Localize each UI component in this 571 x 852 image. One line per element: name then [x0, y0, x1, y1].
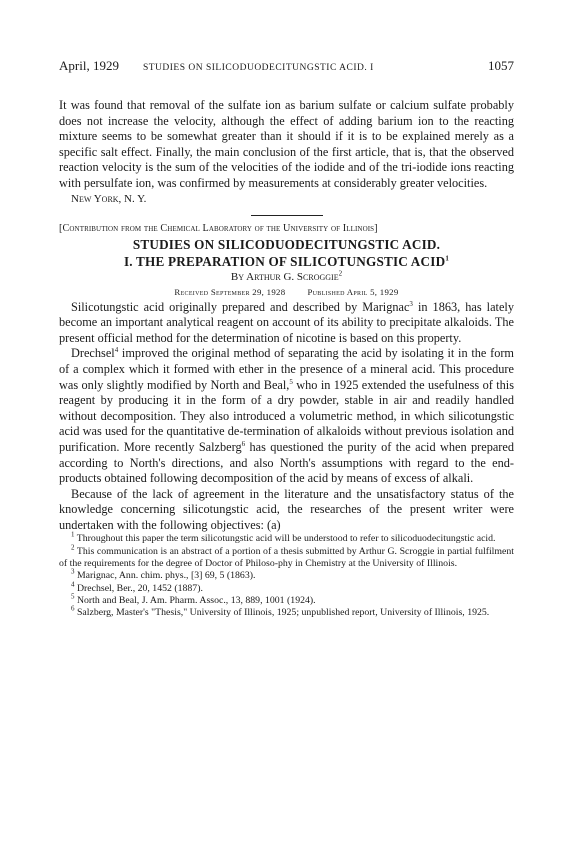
- footnote-ref: 3: [409, 299, 413, 308]
- text-run: who in 1925 extended the usefulness of this reagent by producing it in the form of a dry powder, stable in air and readily handled without decomposition. They also introduced a volumetric method, in which silicotungstic acid was used for the quantitative de-termination of alkaloids without previous isolation and purification. More recently Salzberg: [59, 377, 514, 454]
- footnote-ref: 1: [445, 254, 450, 263]
- body-paragraph-2: [59, 346, 514, 486]
- footnote-5: [59, 592, 514, 607]
- article-title-line2-text: I. THE PREPARATION OF SILICOTUNGSTIC ACID: [123, 253, 446, 269]
- footnote-number: 4: [71, 580, 75, 589]
- footnote-number: 5: [71, 592, 75, 601]
- author-byline: [59, 270, 514, 285]
- footnote-4: [59, 580, 514, 595]
- text-run: in 1863, has lately become an important analytical reagent on account of its ability to precipitate alkaloids. The present official method for the determination of nicotine is based on this property.: [59, 299, 514, 345]
- footnote-text: Marignac, Ann. chim. phys., [3] 69, 5 (1863).: [74, 570, 256, 582]
- received-date: Received September 29, 1928: [174, 286, 286, 297]
- text-run: improved the original method of separating the acid by isolating it in the form of a complex which it formed with ether in the presence of a mineral acid. This procedure was only slightly modified by North and Beal,: [59, 346, 514, 392]
- text-run: has questioned the purity of the acid when prepared according to North's directions, and also North's assumptions with regard to the end-products obtained following decomposition of the acid by means of excess of alkali.: [59, 439, 515, 486]
- article-dates: [59, 285, 514, 299]
- contribution-line: [Contribution from the Chemical Laboratory of the University of Illinois]: [59, 222, 378, 234]
- footnote-number: 6: [71, 604, 75, 613]
- published-date: Published April 5, 1929: [307, 286, 399, 297]
- running-title: STUDIES ON SILICODUODECITUNGSTIC ACID. I: [142, 63, 374, 73]
- footnote-ref: 5: [289, 377, 293, 386]
- footnote-number: 3: [71, 568, 75, 577]
- footnote-number: 2: [71, 543, 75, 552]
- page-number: 1057: [488, 58, 514, 73]
- footnote-3: [59, 570, 514, 582]
- journal-page: [59, 58, 514, 620]
- footnote-text: Drechsel, Ber., 20, 1452 (1887).: [74, 582, 203, 594]
- text-run: Silicotungstic acid originally prepared and described by Marignac: [71, 299, 410, 314]
- footnote-6: [59, 604, 514, 619]
- body-paragraph-3: Because of the lack of agreement in the literature and the unsatisfactory status of the knowledge concerning silicotungstic acid, the researches of the present writer were undertaken with the following objectives: (a): [59, 486, 514, 532]
- issue-date: April, 1929: [59, 58, 119, 73]
- footnote-text: Salzberg, Master's "Thesis," University of Illinois, 1925; unpublished report, University of Illinois, 1925.: [74, 607, 490, 619]
- footnote-ref: 6: [241, 439, 246, 448]
- footnote-2: [59, 543, 514, 571]
- footnote-ref: 2: [338, 268, 343, 277]
- footnote-ref: 4: [114, 346, 119, 355]
- author-name: By Arthur G. Scroggie: [230, 270, 339, 283]
- footnote-1: [59, 533, 514, 545]
- author-location: New York, N. Y.: [71, 192, 147, 205]
- footnote-text: Throughout this paper the term silicotungstic acid will be understood to refer to silicoduodecitungstic acid.: [74, 533, 496, 545]
- article-title-line1: STUDIES ON SILICODUODECITUNGSTIC ACID.: [132, 236, 441, 252]
- footnote-text: North and Beal, J. Am. Pharm. Assoc., 13, 889, 1001 (1924).: [74, 594, 316, 606]
- text-run: Drechsel: [71, 346, 115, 361]
- footnote-text: This communication is an abstract of a portion of a thesis submitted by Arthur G. Scroggie in partial fulfilment of the requirements for the degree of Doctor of Philoso-phy in Chemistry at the University of Illinois.: [59, 545, 514, 570]
- footnotes: [59, 533, 514, 619]
- footnote-number: 1: [71, 531, 75, 540]
- carryover-paragraph: It was found that removal of the sulfate ion as barium sulfate or calcium sulfate probably does not increase the velocity, although the effect of adding barium ion to the reacting mixture seems to be somewhat greater than it should if it is to be explained merely as a specific salt effect. Finally, the main conclusion of the first article, that is, that the observed reaction velocity is the sum of the velocities of the iodide and of the tri-iodide ions reacting with persulfate ion, was confirmed by measurements at considerably greater velocities.: [59, 98, 514, 190]
- article-title-line2: [59, 253, 514, 270]
- body-paragraph-1: [59, 300, 514, 347]
- section-divider: [251, 215, 323, 216]
- running-header: [59, 58, 514, 76]
